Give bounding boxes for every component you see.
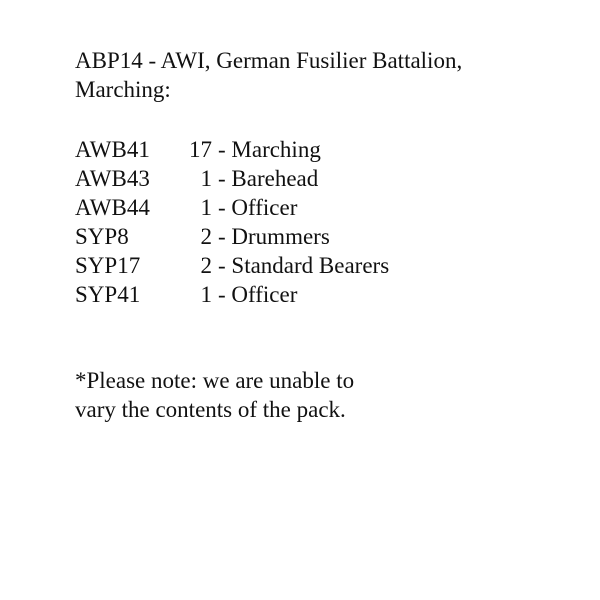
- item-description: - Officer: [218, 195, 298, 220]
- item-description: - Drummers: [218, 224, 330, 249]
- list-item: [75, 164, 555, 193]
- item-code: AWB43: [75, 166, 150, 191]
- pack-title-line-2: Marching:: [75, 77, 171, 102]
- pack-title-line-1: ABP14 - AWI, German Fusilier Battalion,: [75, 48, 463, 73]
- item-quantity: 1: [200, 282, 212, 307]
- item-description: - Marching: [218, 137, 321, 162]
- item-code: SYP8: [75, 224, 129, 249]
- item-code: AWB41: [75, 137, 150, 162]
- pack-note-line-2: vary the contents of the pack.: [75, 397, 346, 422]
- list-item: [75, 251, 555, 280]
- list-item: [75, 193, 555, 222]
- item-code: AWB44: [75, 195, 150, 220]
- item-quantity: 2: [200, 224, 212, 249]
- list-item: [75, 222, 555, 251]
- item-quantity: 17: [189, 137, 212, 162]
- contents-list: [75, 135, 555, 309]
- item-quantity: 1: [200, 195, 212, 220]
- item-code: SYP17: [75, 253, 141, 278]
- pack-note: [75, 366, 555, 424]
- item-description: - Barehead: [218, 166, 319, 191]
- list-item: [75, 135, 555, 164]
- item-code: SYP41: [75, 282, 141, 307]
- pack-title: [75, 46, 555, 104]
- item-quantity: 2: [200, 253, 212, 278]
- list-item: [75, 280, 555, 309]
- item-quantity: 1: [200, 166, 212, 191]
- pack-note-line-1: *Please note: we are unable to: [75, 368, 355, 393]
- item-description: - Officer: [218, 282, 298, 307]
- item-description: - Standard Bearers: [218, 253, 390, 278]
